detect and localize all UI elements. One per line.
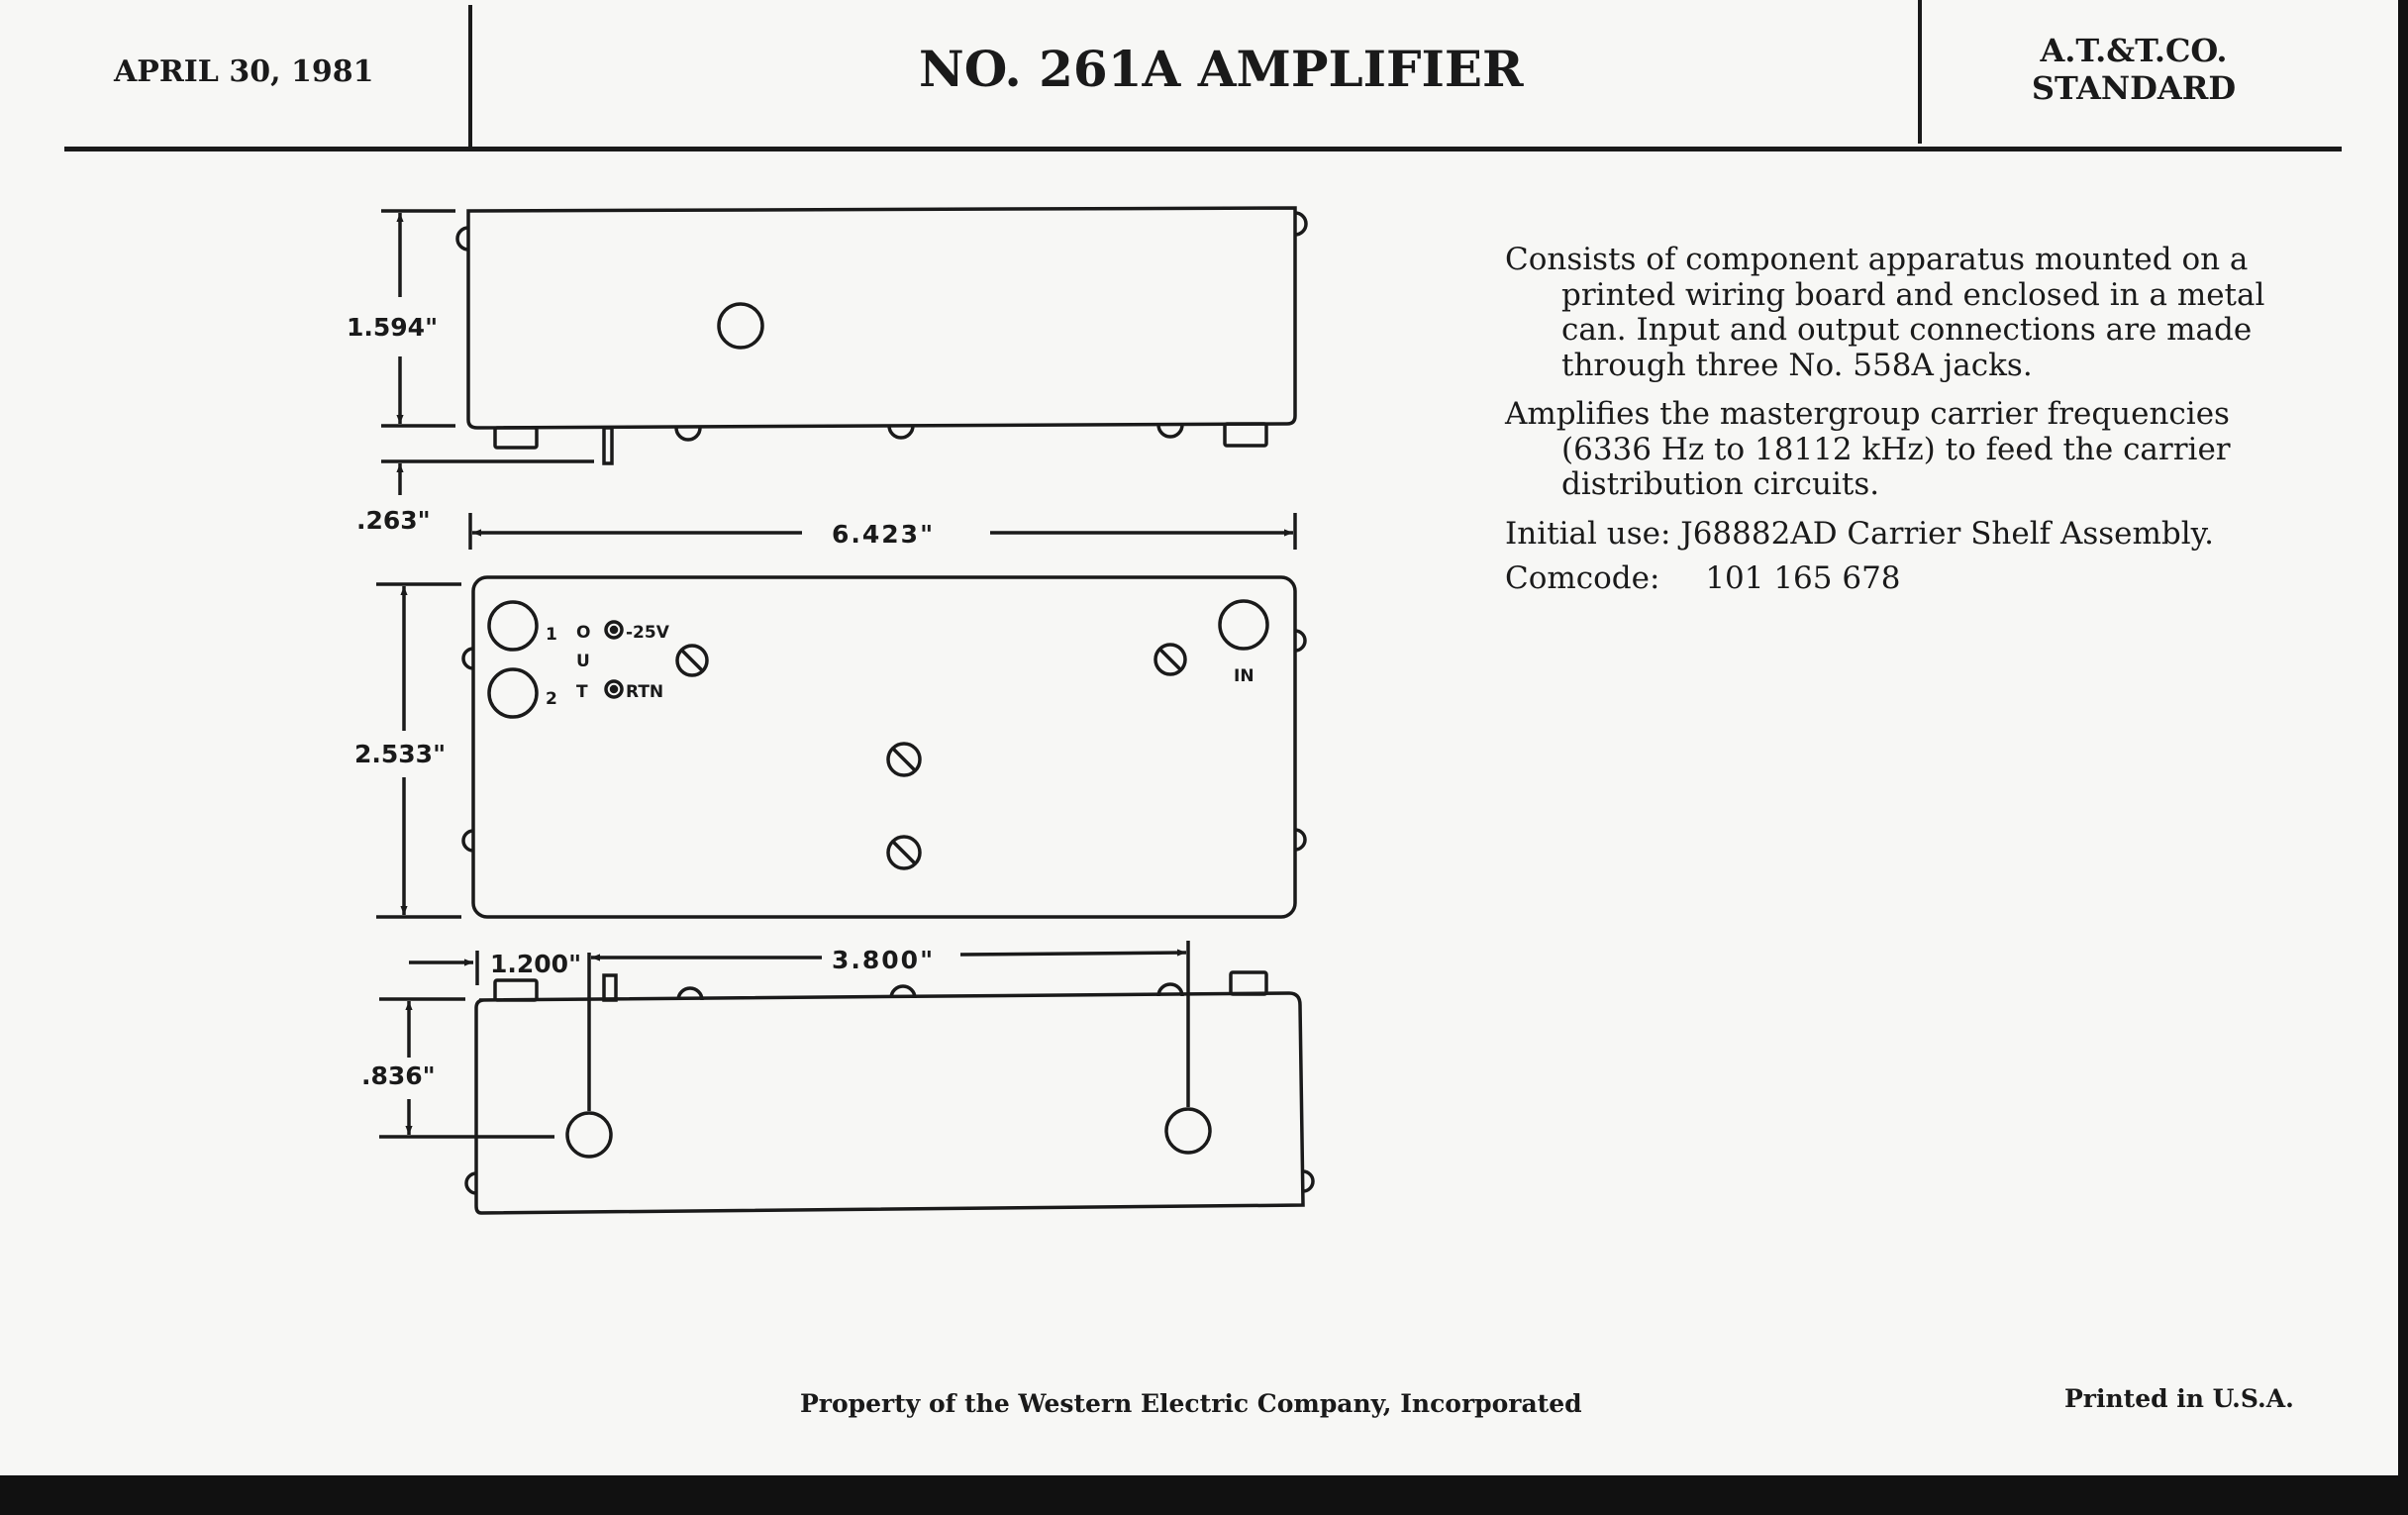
property-notice: Property of the Western Electric Company, Incorporated <box>800 1389 1582 1418</box>
date-label: APRIL 30, 1981 <box>114 54 374 89</box>
in-jack-label: IN <box>1234 666 1254 686</box>
comcode-value: 101 165 678 <box>1705 560 1901 596</box>
dim-height-side-label: 1.594" <box>347 313 439 342</box>
out-letter-u: U <box>576 652 590 671</box>
comcode-label: Comcode: <box>1505 560 1660 596</box>
comcode-row <box>1505 561 2297 597</box>
org-line-2: STANDARD <box>2031 69 2237 107</box>
dim-width-label: 2.533" <box>354 740 447 768</box>
out-letter-t: T <box>576 682 588 702</box>
dim-jack-height-label: .836" <box>361 1061 436 1090</box>
initial-use-row <box>1505 517 2297 553</box>
return-label: RTN <box>626 682 664 702</box>
description-para-1: Consists of component apparatus mounted on a printed wiring board and enclosed in a metal can. Input and output connections are made through three No. 558A jacks. <box>1505 242 2265 383</box>
front-view <box>466 972 1313 1213</box>
dim-offset-label: 1.200" <box>490 950 582 978</box>
dim-pin-label: .263" <box>356 506 431 535</box>
out-jack-1-label: 1 <box>546 625 557 645</box>
printed-in-notice: Printed in U.S.A. <box>2064 1384 2294 1413</box>
power-label: -25V <box>626 623 669 643</box>
initial-use-label: Initial use: <box>1505 515 1671 552</box>
out-jack-2-label: 2 <box>546 689 557 709</box>
dim-length-label: 6.423" <box>832 520 936 549</box>
description-para-2: Amplifies the mastergroup carrier frequencies (6336 Hz to 18112 kHz) to feed the carrier distribution circuits. <box>1505 396 2231 502</box>
initial-use-value: J68882AD Carrier Shelf Assembly. <box>1680 515 2214 552</box>
page-title: NO. 261A AMPLIFIER <box>919 40 1524 98</box>
org-line-1: A.T.&T.CO. <box>2040 32 2228 69</box>
standard-org <box>2010 32 2258 107</box>
amplifier-dimension-drawing <box>0 0 1347 1248</box>
dim-spacing-label: 3.800" <box>832 946 936 974</box>
out-letter-o: O <box>576 623 591 643</box>
header-divider-right <box>1918 0 1922 144</box>
side-view <box>457 208 1306 463</box>
description <box>1505 243 2297 607</box>
